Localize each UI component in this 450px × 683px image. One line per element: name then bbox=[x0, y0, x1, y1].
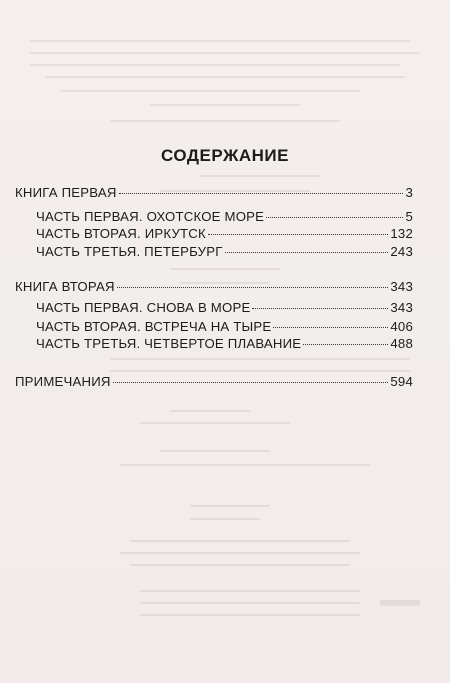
toc-entry-label: ЧАСТЬ ТРЕТЬЯ. ПЕТЕРБУРГ bbox=[36, 244, 223, 259]
toc-entry-part-two-meeting-on-tyr bbox=[36, 319, 413, 334]
toc-entry-label: ЧАСТЬ ПЕРВАЯ. ОХОТСКОЕ МОРЕ bbox=[36, 209, 265, 224]
toc-entry-page: 594 bbox=[390, 374, 413, 389]
toc-entry-label: КНИГА ПЕРВАЯ bbox=[15, 185, 117, 200]
toc-entry-page: 343 bbox=[390, 279, 413, 294]
toc-entry-page: 488 bbox=[390, 336, 413, 351]
dot-leader bbox=[303, 344, 388, 345]
toc-entry-part-one-okhotsk-sea bbox=[36, 209, 413, 224]
toc-entry-page: 406 bbox=[390, 319, 413, 334]
toc-entry-book-one bbox=[15, 185, 413, 200]
table-of-contents-heading: СОДЕРЖАНИЕ bbox=[161, 146, 289, 165]
dot-leader bbox=[117, 287, 389, 288]
toc-entry-part-one-at-sea-again bbox=[36, 300, 413, 315]
dot-leader bbox=[273, 327, 388, 328]
toc-entry-label: ЧАСТЬ ПЕРВАЯ. СНОВА В МОРЕ bbox=[36, 300, 251, 315]
dot-leader bbox=[113, 382, 389, 383]
toc-entry-page: 5 bbox=[405, 209, 413, 224]
dot-leader bbox=[208, 234, 388, 235]
toc-entry-label: ПРИМЕЧАНИЯ bbox=[15, 374, 111, 389]
toc-entry-notes bbox=[15, 374, 413, 389]
dot-leader bbox=[119, 193, 404, 194]
toc-entry-label: ЧАСТЬ ВТОРАЯ. ИРКУТСК bbox=[36, 226, 206, 241]
dot-leader bbox=[225, 252, 389, 253]
toc-entry-label: ЧАСТЬ ВТОРАЯ. ВСТРЕЧА НА ТЫРЕ bbox=[36, 319, 272, 334]
toc-entry-page: 132 bbox=[390, 226, 413, 241]
toc-entry-page: 3 bbox=[405, 185, 413, 200]
toc-entry-page: 343 bbox=[390, 300, 413, 315]
toc-entry-page: 243 bbox=[390, 244, 413, 259]
toc-entry-book-two bbox=[15, 279, 413, 294]
toc-entry-part-three-fourth-voyage bbox=[36, 336, 413, 351]
dot-leader bbox=[252, 308, 388, 309]
toc-entry-part-two-irkutsk bbox=[36, 226, 413, 241]
toc-entry-label: КНИГА ВТОРАЯ bbox=[15, 279, 115, 294]
dot-leader bbox=[266, 217, 403, 218]
toc-entry-label: ЧАСТЬ ТРЕТЬЯ. ЧЕТВЕРТОЕ ПЛАВАНИЕ bbox=[36, 336, 302, 351]
toc-entry-part-three-petersburg bbox=[36, 244, 413, 259]
